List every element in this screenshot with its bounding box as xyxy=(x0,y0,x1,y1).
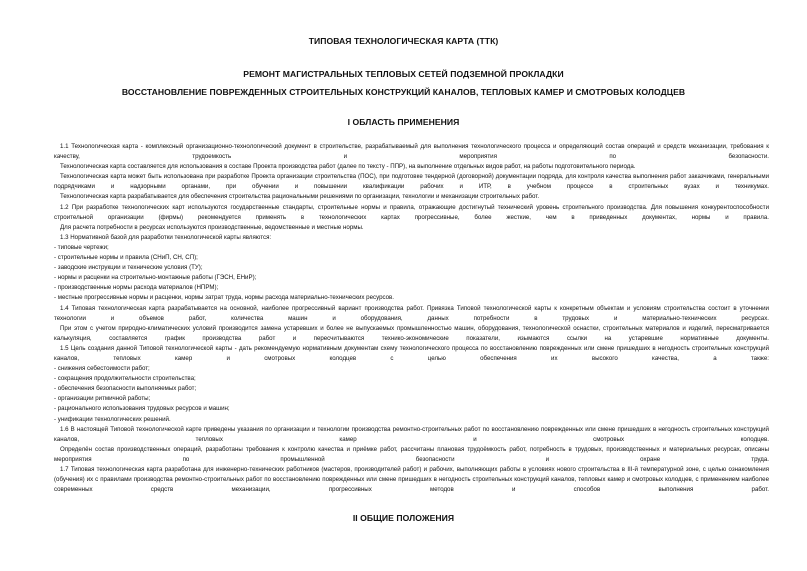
list-item: - обеспечения безопасности выполняемых работ; xyxy=(54,385,197,393)
main-title: ТИПОВАЯ ТЕХНОЛОГИЧЕСКАЯ КАРТА (ТТК) xyxy=(308,36,499,46)
list-item: - местные прогрессивные нормы и расценки, нормы затрат труда, нормы расхода материально-технических ресурсов. xyxy=(54,294,395,302)
paragraph: 1.7 Типовая технологическая карта разработана для инженерно-технических работников (мастеров, производителей работ) и рабочих, выполняющих работы в условиях нового строительства в III-й температурной зоне, с целью ознакомления (обучения) их с правилами производства ремонтно-строительных работ по восстановлению поврежденных или смене пришедших в негодность строительных конструкций каналов, тепловых камер и смотровых колодцев, с применением наиболее современных средств механизации, прогрессивных методов и способов выполнения работ. xyxy=(54,466,769,494)
list-item: - нормы и расценки на строительно-монтажные работы (ГЭСН, ЕНиР); xyxy=(54,274,257,282)
list-item: - типовые чертежи; xyxy=(54,243,109,251)
list-item: - производственные нормы расхода материалов (НПРМ); xyxy=(54,284,219,292)
paragraph: 1.3 Нормативной базой для разработки технологической карты являются: xyxy=(60,233,272,241)
section-heading-general: II ОБЩИЕ ПОЛОЖЕНИЯ xyxy=(352,513,455,523)
section-heading-scope: I ОБЛАСТЬ ПРИМЕНЕНИЯ xyxy=(347,117,460,127)
paragraph: Определён состав производственных операций, разработаны требования к контролю качества и приёмке работ, рассчитаны плановая трудоёмкость работ, потребность в трудовых, производственных и материальных ресурсах, описаны мероприятия по промышленной безопасности и охране труда. xyxy=(54,445,769,463)
paragraph: 1.1 Технологическая карта - комплексный организационно-технологический документ в строительстве, разрабатываемый для выполнения технологического процесса и определяющий состав операций и средств механизации, требования к качеству, трудоемкость и мероприятия по безопасности. xyxy=(54,143,769,161)
list-item: - организации ритмичной работы; xyxy=(54,395,151,403)
paragraph: Для расчета потребности в ресурсах используются производственные, ведомственные и местные нормы. xyxy=(60,223,364,231)
section-body xyxy=(54,142,769,495)
paragraph: Технологическая карта может быть использована при разработке Проекта организации строительства (ПОС), при подготовке тендерной (договорной) документации подряда, для контроля качества выполнения работ заказчиками, генеральными подрядчиками и надзорными органами, при обучении и повышении квалификации рабочих и ИТР, в учебном процессе в строительных вузах и техникумах. xyxy=(54,173,769,191)
paragraph: При этом с учетом природно-климатических условий производится замена устаревших и более не выпускаемых промышленностью машин, оборудования, технологической оснастки, строительных материалов и изделий, пересматривается калькуляция, составляется график производства работ и пересчитываются технико-экономические показатели, изымаются ссылки на устаревшие нормативные документы. xyxy=(54,324,769,342)
paragraph: 1.5 Цель создания данной Типовой технологической карты - дать рекомендуемую нормативным документам схему технологического процесса по восстановлению поврежденных или смене пришедших в негодность строительных конструкций каналов, тепловых камер и смотровых колодцев с целью обеспечения их высокого качества, а также: xyxy=(54,344,769,362)
list-item: - сокращения продолжительности строительства; xyxy=(54,375,196,383)
list-item: - унификации технологических решений. xyxy=(54,415,171,423)
list-item: - рационального использования трудовых ресурсов и машин; xyxy=(54,405,230,413)
subtitle-primary: РЕМОНТ МАГИСТРАЛЬНЫХ ТЕПЛОВЫХ СЕТЕЙ ПОДЗЕМНОЙ ПРОКЛАДКИ xyxy=(243,69,564,79)
list-item: - снижения себестоимости работ; xyxy=(54,365,150,373)
paragraph: Технологическая карта разрабатывается для обеспечения строительства рациональными решениями по организации, технологии и механизации строительных работ. xyxy=(60,193,540,201)
subtitle-secondary: ВОССТАНОВЛЕНИЕ ПОВРЕЖДЕННЫХ СТРОИТЕЛЬНЫХ КОНСТРУКЦИЙ КАНАЛОВ, ТЕПЛОВЫХ КАМЕР И СМОТРОВЫХ КОЛОДЦЕВ xyxy=(121,87,686,97)
paragraph: 1.6 В настоящей Типовой технологической карте приведены указания по организации и технологии производства ремонтно-строительных работ по восстановлению поврежденных или смене пришедших в негодность строительных конструкций каналов, тепловых камер и смотровых колодцев. xyxy=(54,425,769,443)
list-item: - строительные нормы и правила (СНиП, СН, СП); xyxy=(54,254,198,262)
list-item: - заводские инструкции и технические условия (ТУ); xyxy=(54,264,203,272)
paragraph: Технологическая карта составляется для использования в составе Проекта производства работ (далее по тексту - ППР), на выполнение отдельных видов работ, на работы подготовительного периода. xyxy=(60,163,636,171)
paragraph: 1.2 При разработке технологических карт используются государственные стандарты, строительные нормы и правила, отражающие достигнутый технический уровень строительного производства. Для повышения конкурентоспособности строительной организации (фирмы) рекомендуется применять в технологических картах прогрессивные, более жесткие, чем в приведенных документах, нормы и правила. xyxy=(54,203,769,221)
paragraph: 1.4 Типовая технологическая карта разрабатывается на основной, наиболее прогрессивный вариант производства работ. Привязка Типовой технологической карты к конкретным объектам и условиям строительства состоит в уточнении технологии и объемов работ, количества машин и оборудования, данных потребности в трудовых и материально-технических ресурсах. xyxy=(54,304,769,322)
